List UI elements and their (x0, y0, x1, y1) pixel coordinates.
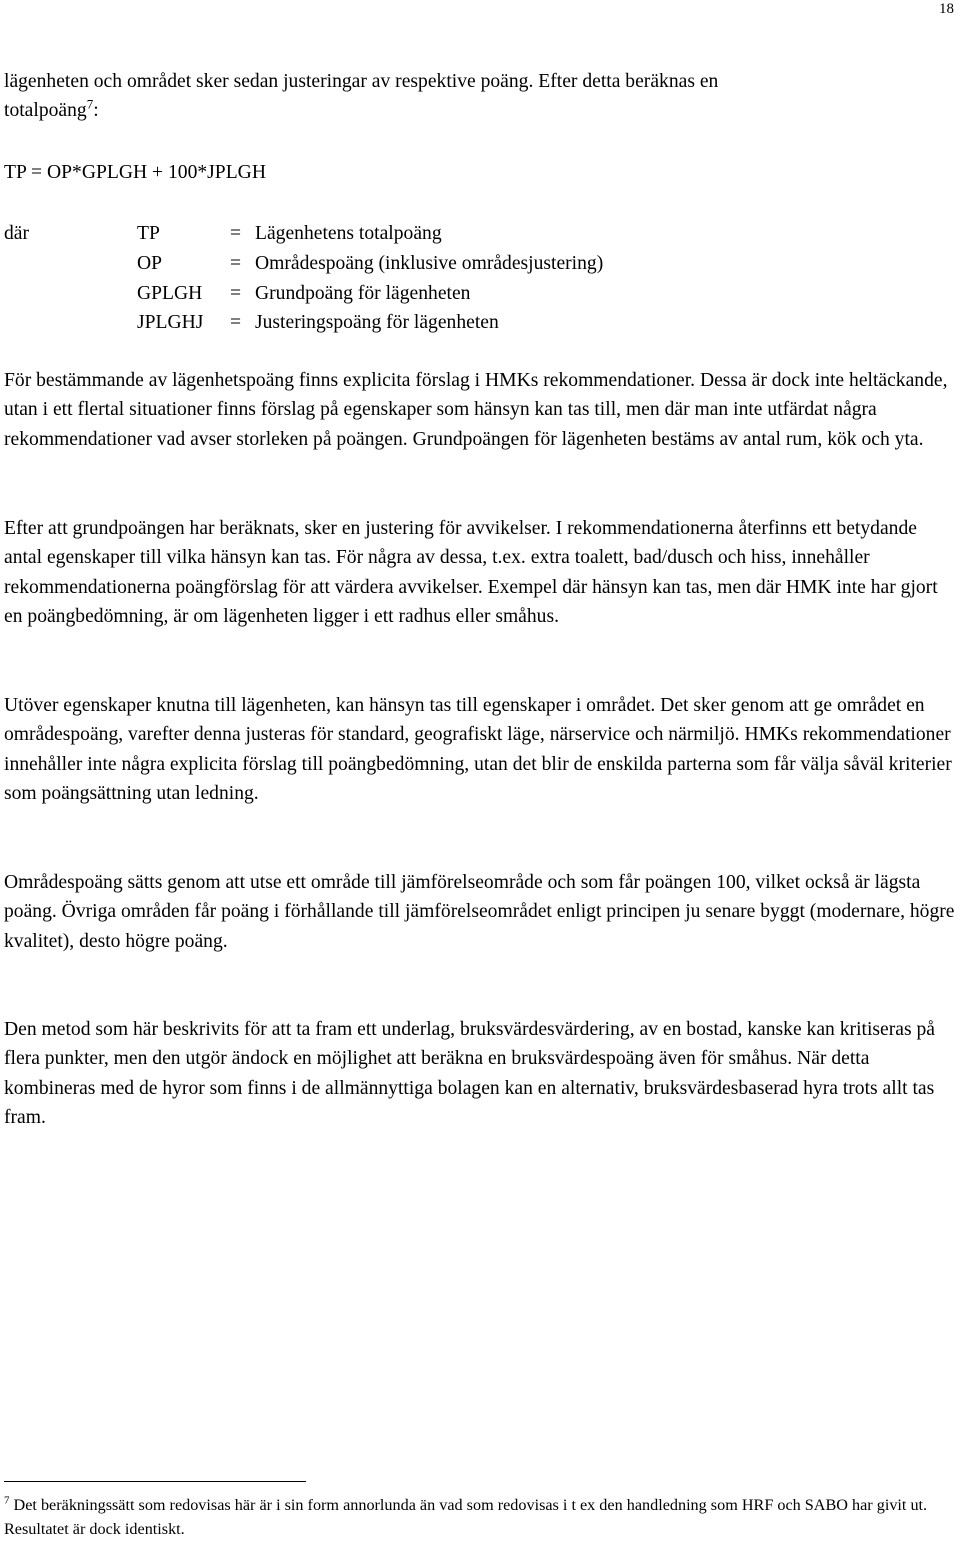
paragraph-metod: Den metod som här beskrivits för att ta fram ett underlag, bruksvärdesvärdering, av en bostad, kanske kan kritiseras på flera punkter, men den utgör ändock en möjlighet att beräkna en bruksvärdespoäng även för småhus. När detta kombineras med de hyror som finns i de allmännyttiga bolagen kan en alternativ, bruksvärdesbaserad hyra trots allt tas fram. (4, 1019, 935, 1129)
definition-row-jplghj (0, 308, 960, 337)
definition-term: OP (137, 253, 163, 274)
definition-term: JPLGHJ (137, 312, 204, 333)
footnote (4, 1494, 944, 1541)
intro-line-2-text: totalpoäng (4, 100, 87, 122)
definition-lead: där (4, 223, 30, 244)
paragraph-omrade: Utöver egenskaper knutna till lägenheten, kan hänsyn tas till egenskaper i området. Det sker genom att ge området en områdespoäng, varefter denna justeras för standard, geografiskt läge, närservice och närmiljö. HMKs rekommendationer innehåller inte några explicita förslag till poängbedömning, utan det blir de enskilda parterna som får välja såväl kriterier som poängsättning utan ledning. (4, 695, 952, 805)
footnote-text: Det beräkningssätt som redovisas här är i sin form annorlunda än vad som redovisas i t ex den handledning som HRF och SABO har givit ut. Resultatet är dock identiskt. (4, 1496, 928, 1538)
definition-row-tp (0, 219, 960, 248)
intro-line-2 (4, 96, 958, 125)
footnote-divider (4, 1481, 306, 1482)
paragraph-justering: Efter att grundpoängen har beräknats, sker en justering för avvikelser. I rekommendationerna återfinns ett betydande antal egenskaper till vilka hänsyn kan tas. För några av dessa, t.ex. extra toalett, bad/dusch och hiss, innehåller rekommendationerna poängförslag för att värdera avvikelser. Exempel där hänsyn kan tas, men där HMK inte har gjort en poängbedömning, är om lägenheten ligger i ett radhus eller småhus. (4, 518, 938, 628)
definition-description: Områdespoäng (inklusive områdesjustering) (255, 253, 604, 274)
definition-description: Justeringspoäng för lägenheten (255, 312, 499, 333)
definition-description: Grundpoäng för lägenheten (255, 283, 471, 304)
footnote-number: 7 (4, 1494, 10, 1507)
definition-term: TP (137, 223, 160, 244)
definition-equals: = (230, 253, 242, 274)
definition-row-op (0, 249, 960, 278)
intro-line-1: lägenheten och området sker sedan justeringar av respektive poäng. Efter detta beräknas en (4, 71, 719, 92)
paragraph-lagenhetspoang: För bestämmande av lägenhetspoäng finns explicita förslag i HMKs rekommendationer. Dessa är dock inte heltäckande, utan i ett flertal situationer finns förslag på egenskaper som hänsyn kan tas till, men där man inte utfärdat några rekommendationer vad avser storleken på poängen. Grundpoängen för lägenheten bestäms av antal rum, kök och yta. (4, 370, 948, 450)
definition-equals: = (230, 312, 242, 333)
definition-equals: = (230, 283, 242, 304)
footnote-reference: 7 (86, 96, 94, 112)
definition-term: GPLGH (137, 283, 203, 304)
formula: TP = OP*GPLGH + 100*JPLGH (4, 162, 266, 183)
definition-description: Lägenhetens totalpoäng (255, 223, 442, 244)
definition-equals: = (230, 223, 242, 244)
intro-line-2-suffix: : (93, 100, 99, 122)
definition-row-gplgh (0, 279, 960, 308)
page-number: 18 (939, 1, 954, 17)
intro-text (4, 67, 958, 126)
paragraph-omradespoang: Områdespoäng sätts genom att utse ett område till jämförelseområde och som får poängen 100, vilket också är lägsta poäng. Övriga områden får poäng i förhållande till jämförelseområdet enligt principen ju senare byggt (modernare, högre kvalitet), desto högre poäng. (4, 872, 955, 952)
